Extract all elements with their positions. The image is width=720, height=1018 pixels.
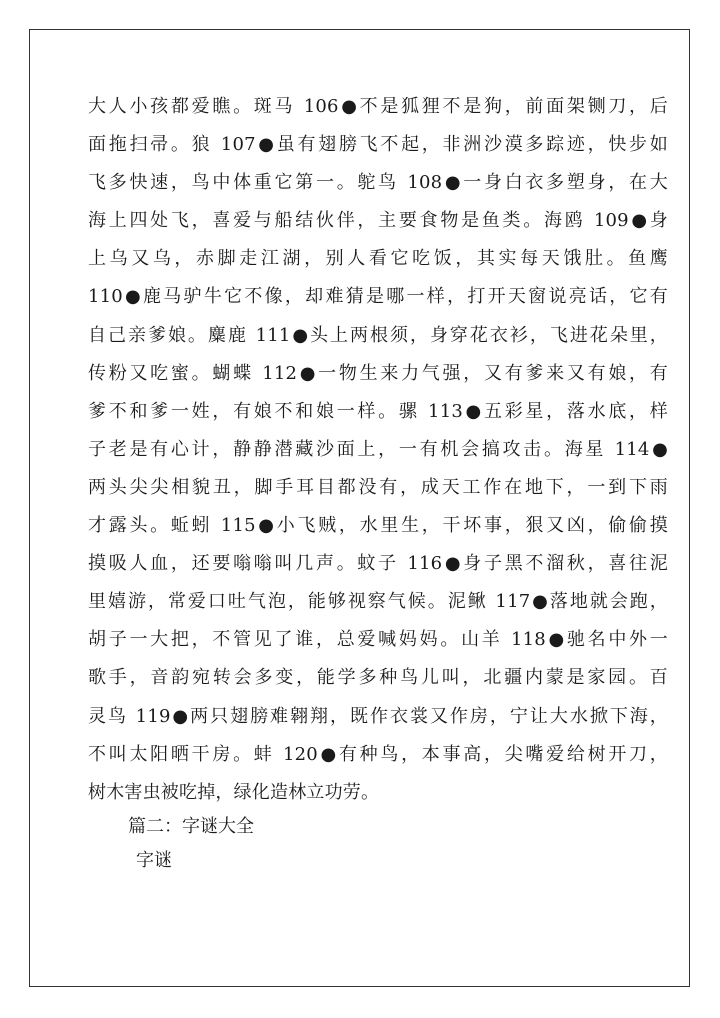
text-line: 树木害虫被吃掉，绿化造林立功劳。 <box>88 781 380 803</box>
text-line: 传粉又吃蜜。蝴蝶 112●一物生来力气强，又有爹来又有娘，有 <box>88 362 668 384</box>
section-heading: 篇二：字谜大全 <box>128 816 254 837</box>
text-line: 110●鹿马驴牛它不像，却难猜是哪一样，打开天窗说亮话，它有 <box>88 286 668 308</box>
text-line: 爹不和爹一姓，有娘不和娘一样。骡 113●五彩星，落水底，样 <box>88 400 668 422</box>
text-line: 里嬉游，常爱口吐气泡，能够视察气候。泥鳅 117●落地就会跑， <box>88 591 668 613</box>
text-line: 子老是有心计，静静潜藏沙面上，一有机会搞攻击。海星 114● <box>88 438 668 460</box>
text-line: 灵鸟 119●两只翅膀难翱翔，既作衣裳又作房，宁让大水掀下海， <box>88 705 668 727</box>
text-line: 摸吸人血，还要嗡嗡叫几声。蚊子 116●身子黑不溜秋，喜往泥 <box>88 553 668 575</box>
text-line: 海上四处飞，喜爱与船结伙伴，主要食物是鱼类。海鸥 109●身 <box>88 210 668 232</box>
text-line: 飞多快速，鸟中体重它第一。鸵鸟 108●一身白衣多塑身，在大 <box>88 172 668 194</box>
text-line: 两头尖尖相貌丑，脚手耳目都没有，成天工作在地下，一到下雨 <box>88 476 668 498</box>
text-line: 上乌又乌，赤脚走江湖，别人看它吃饭，其实每天饿肚。鱼鹰 <box>88 248 668 270</box>
text-line: 大人小孩都爱瞧。斑马 106●不是狐狸不是狗，前面架铡刀，后 <box>88 96 668 117</box>
text-line: 歌手，音韵宛转会多变，能学多种鸟儿叫，北疆内蒙是家园。百 <box>88 667 668 689</box>
text-line: 自己亲爹娘。麋鹿 111●头上两根须，身穿花衣衫，飞进花朵里， <box>88 324 668 346</box>
text-line: 胡子一大把，不管见了谁，总爱喊妈妈。山羊 118●驰名中外一 <box>88 629 668 651</box>
sub-heading: 字谜 <box>136 850 172 871</box>
text-line: 才露头。蚯蚓 115●小飞贼，水里生，干坏事，狠又凶，偷偷摸 <box>88 515 668 537</box>
text-line: 不叫太阳晒干房。蚌 120●有种鸟，本事高，尖嘴爱给树开刀， <box>88 743 668 765</box>
text-line: 面拖扫帚。狼 107●虽有翅膀飞不起，非洲沙漠多踪迹，快步如 <box>88 134 668 156</box>
riddle-text-body <box>88 88 668 812</box>
